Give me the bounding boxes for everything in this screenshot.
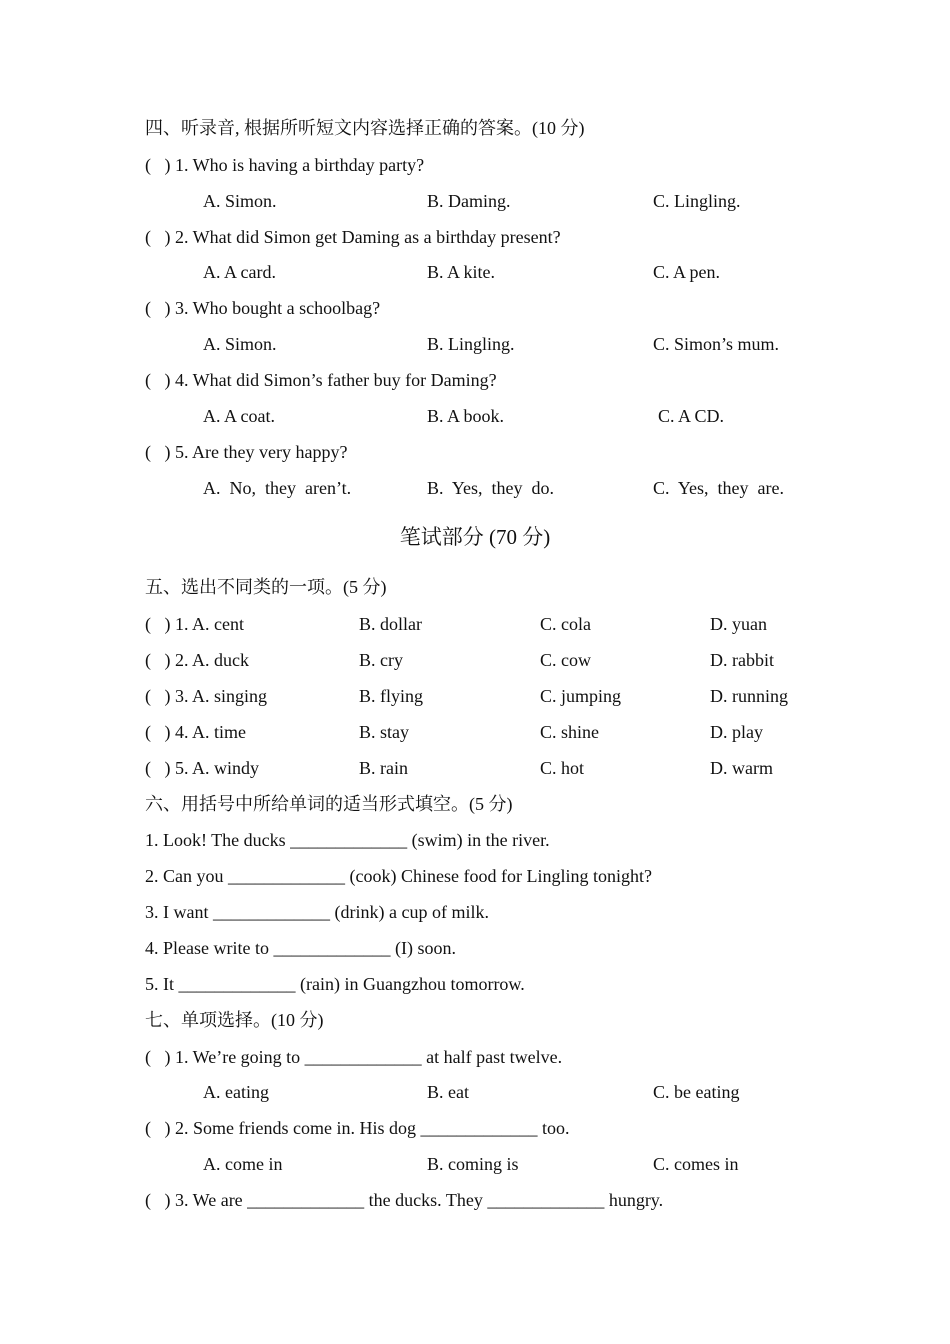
option-b: B. A book. [427,406,505,426]
question-5-4: ( ) 4. A. time [145,722,246,742]
option-b: B. stay [359,722,410,742]
option-a: A. Simon. [203,334,277,354]
option-c: C. Lingling. [653,191,741,211]
section-4-title: 四、听录音, 根据所听短文内容选择正确的答案。(10 分) [145,118,585,138]
option-b: B. rain [359,758,408,778]
option-a: A. A coat. [203,406,275,426]
option-c: C. hot [540,758,585,778]
question-5-5: ( ) 5. A. windy [145,758,259,778]
question-7-3: ( ) 3. We are _____________ the ducks. They _____________ hungry. [145,1190,664,1210]
option-d: D. rabbit [710,650,774,670]
option-d: D. warm [710,758,773,778]
option-c: C. Simon’s mum. [653,334,780,354]
option-c: C. jumping [540,686,622,706]
option-d: D. running [710,686,788,706]
option-d: D. play [710,722,763,742]
question-7-2: ( ) 2. Some friends come in. His dog _____________ too. [145,1118,570,1138]
option-c: C. be eating [653,1082,740,1102]
option-a: A. A card. [203,262,276,282]
question-4-3: ( ) 3. Who bought a schoolbag? [145,298,381,318]
option-c: C. shine [540,722,600,742]
fill-blank-1: 1. Look! The ducks _____________ (swim) in the river. [145,830,550,850]
question-4-2: ( ) 2. What did Simon get Daming as a birthday present? [145,227,561,247]
option-a: A. No, they aren’t. [203,478,352,498]
option-a: A. eating [203,1082,269,1102]
question-5-3: ( ) 3. A. singing [145,686,268,706]
option-b: B. flying [359,686,424,706]
option-b: B. A kite. [427,262,496,282]
section-5-title: 五、选出不同类的一项。(5 分) [145,577,387,597]
question-7-1: ( ) 1. We’re going to _____________ at half past twelve. [145,1047,563,1067]
section-7-title: 七、单项选择。(10 分) [145,1010,324,1030]
option-a: A. come in [203,1154,283,1174]
option-d: D. yuan [710,614,767,634]
written-section-title: 笔试部分 (70 分) [399,525,551,549]
fill-blank-5: 5. It _____________ (rain) in Guangzhou tomorrow. [145,974,525,994]
option-c: C. comes in [653,1154,739,1174]
option-c: C. A pen. [653,262,721,282]
option-b: B. Yes, they do. [427,478,555,498]
question-4-4: ( ) 4. What did Simon’s father buy for Daming? [145,370,497,390]
fill-blank-4: 4. Please write to _____________ (I) soon. [145,938,456,958]
question-5-2: ( ) 2. A. duck [145,650,249,670]
question-5-1: ( ) 1. A. cent [145,614,244,634]
option-b: B. cry [359,650,403,670]
option-c: C. A CD. [658,406,725,426]
option-b: B. dollar [359,614,422,634]
question-4-1: ( ) 1. Who is having a birthday party? [145,155,425,175]
option-b: B. Lingling. [427,334,515,354]
fill-blank-3: 3. I want _____________ (drink) a cup of milk. [145,902,489,922]
question-4-5: ( ) 5. Are they very happy? [145,442,348,462]
fill-blank-2: 2. Can you _____________ (cook) Chinese food for Lingling tonight? [145,866,652,886]
option-b: B. eat [427,1082,469,1102]
option-a: A. Simon. [203,191,277,211]
option-c: C. cow [540,650,591,670]
option-b: B. coming is [427,1154,519,1174]
option-b: B. Daming. [427,191,511,211]
section-6-title: 六、用括号中所给单词的适当形式填空。(5 分) [145,794,513,814]
option-c: C. cola [540,614,591,634]
option-c: C. Yes, they are. [653,478,784,498]
